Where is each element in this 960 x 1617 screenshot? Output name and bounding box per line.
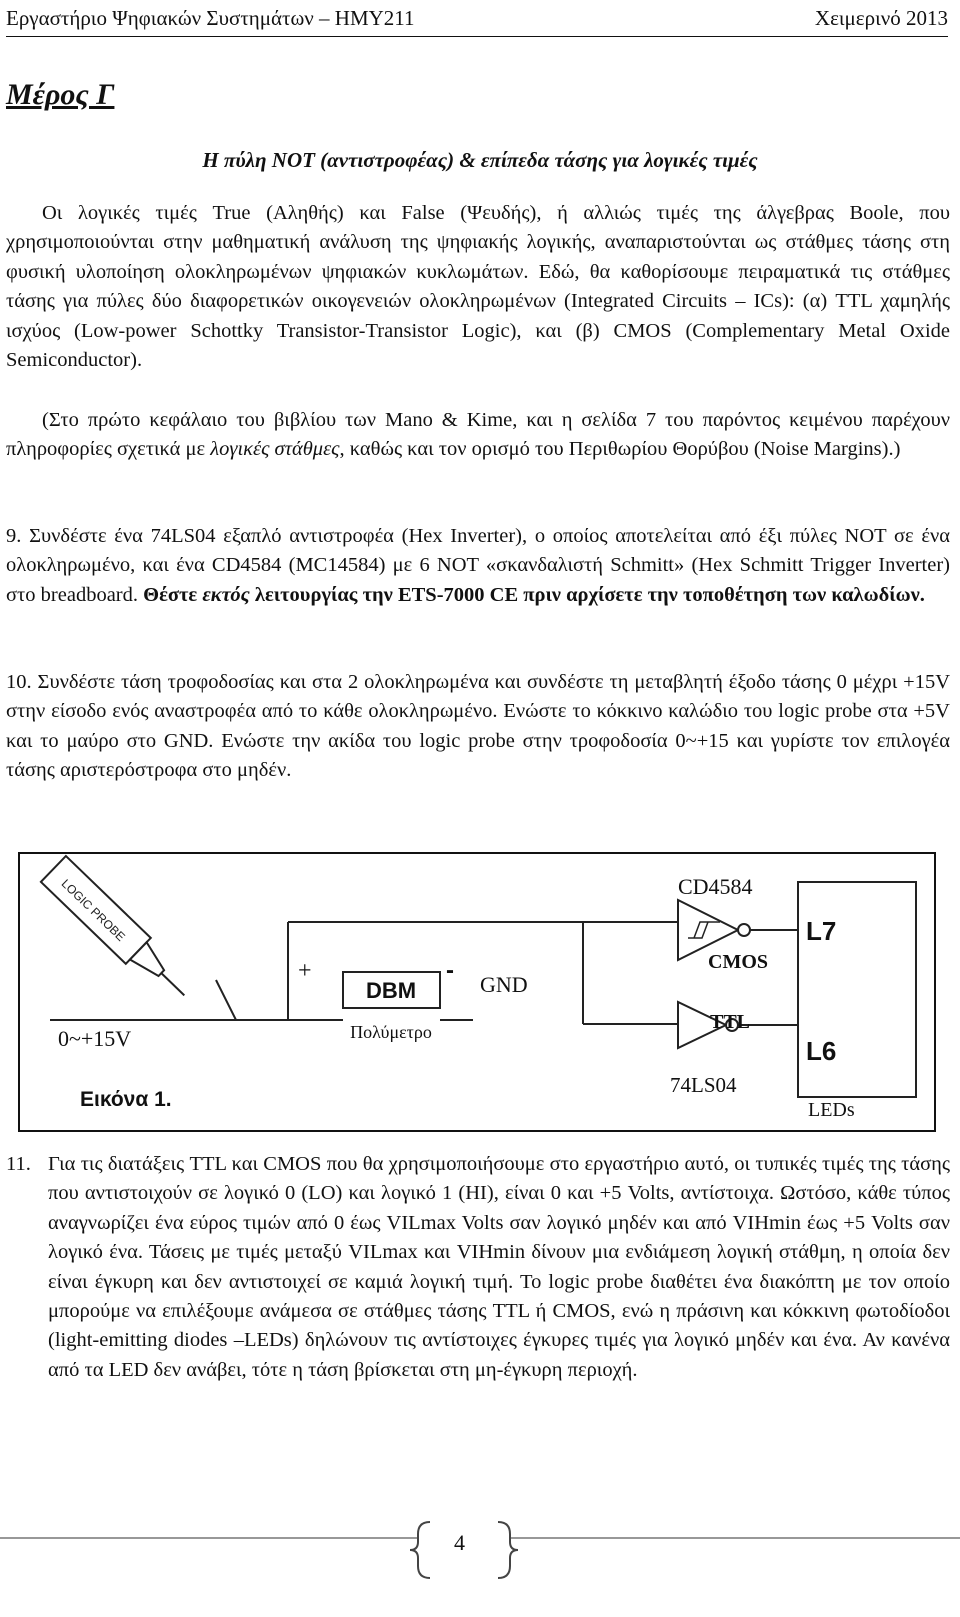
minus-sign: - bbox=[446, 957, 454, 984]
step-9 bbox=[6, 522, 950, 610]
step-9-warning-b: λειτουργίας την ETS-7000 CE πριν αρχίσετε την τοποθέτηση των καλωδίων. bbox=[249, 583, 925, 606]
part-title: Μέρος Γ bbox=[6, 78, 115, 111]
cd4584-label: CD4584 bbox=[678, 874, 753, 899]
dbm-label: DBM bbox=[365, 978, 417, 1003]
figure-caption: Εικόνα 1. bbox=[80, 1088, 172, 1111]
plus-sign: + bbox=[298, 958, 312, 984]
gnd-label: GND bbox=[480, 972, 528, 997]
step-11: Για τις διατάξεις TTL και CMOS που θα χρησιμοποιήσουμε στο εργαστήριο αυτό, οι τυπικές τιμές της τάσης που αντιστοιχούν σε λογικό 0 (LO) και λογικό 1 (HI), είναι 0 και +5 Volts, αντίστοιχα. Ωστόσο, κάθε τύπος αναγνωρίζει ένα εύρος τιμών από 0 έως VILmax Volts σαν λογικό μηδέν και από VIHmin έως +5 Volts σαν λογικό ένα. Τάσεις με τιμές μεταξύ VILmax και VIHmin δίνουν μια ενδιάμεση λογική στάθμη, η οποία δεν είναι έγκυρη και δεν αντιστοιχεί σε καμιά λογική τιμή. Το logic probe διαθέτει ένα διακόπτη με τον οποίο μπορούμε να επιλέξουμε ανάμεσα σε στάθμες τάσης TTL ή CMOS, ενώ η πράσινη και κόκκινη φωτοδίοδοι (light-emitting diodes –LEDs) δηλώνουν τις αντίστοιχες έγκυρες τιμές για λογικό μηδέν και ένα. Αν κανένα από τα LED δεν ανάβει, τότε η τάση βρίσκεται στη μη-έγκυρη περιοχή. bbox=[48, 1153, 950, 1381]
section-subtitle: Η πύλη NOT (αντιστροφέας) & επίπεδα τάσης για λογικές τιμές bbox=[202, 148, 758, 172]
step-9-warning-a: Θέστε bbox=[143, 583, 203, 606]
multimeter-label: Πολύμετρο bbox=[350, 1022, 432, 1042]
figure-1-circuit bbox=[18, 852, 936, 1132]
ls04-label: 74LS04 bbox=[670, 1073, 737, 1097]
page-footer bbox=[0, 1520, 960, 1580]
step-9-warning-emph: εκτός bbox=[202, 583, 250, 606]
reference-text-a: (Στο πρώτο κεφάλαιο του βιβλίου των Mano & Kime, και η σελίδα 7 του παρόντος κειμένου παρέχουν πληροφορίες σχετικά με bbox=[6, 409, 950, 461]
ttl-label: TTL bbox=[710, 1011, 751, 1033]
leds-label: LEDs bbox=[808, 1099, 855, 1121]
step-10: 10. Συνδέστε τάση τροφοδοσίας και στα 2 ολοκληρωμένα και συνδέστε τη μεταβλητή έξοδο τάσης 0 μέχρι +15V στην είσοδο ενός αναστροφέα από το κάθε ολοκληρωμένο. Ενώστε το κόκκινο καλώδιο του logic probe στα +5V και το μαύρο στο GND. Ενώστε την ακίδα του logic probe στην τροφοδοσία 0~+15 και γυρίστε τον επιλογέα τάσης αριστερόστροφα στο μηδέν. bbox=[6, 671, 950, 782]
footer-ornament bbox=[0, 1520, 960, 1580]
reference-italic: λογικές στάθμες bbox=[210, 438, 340, 461]
step-9-text: 9. Συνδέστε ένα 74LS04 εξαπλό αντιστροφέα (Hex Inverter), ο οποίος αποτελείται από έξι πύλες NOT σε ένα ολοκληρωμένο, και ένα CD4584 (MC14584) με 6 NOT «σκανδαλιστή Schmitt» (Hex Schmitt Trigger Inverter) στο breadboard. bbox=[6, 525, 950, 606]
step-11-number: 11. bbox=[6, 1153, 31, 1175]
paragraph-intro: Οι λογικές τιμές True (Αληθής) και False (Ψευδής), ή αλλιώς τιμές της άλγεβρας Boole, που χρησιμοποιούνται στην μαθηματική ανάλυση της ψηφιακής λογικής, αναπαριστούνται ως στάθμες τάσης στη φυσική υλοποίηση ολοκληρωμένων ψηφιακών κυκλωμάτων. Εδώ, θα καθορίσουμε πειραματικά τις στάθμες τάσης για πύλες δύο διαφορετικών οικογενειών ολοκληρωμένων (Integrated Circuits – ICs): (α) TTL χαμηλής ισχύος (Low-power Schottky Transistor-Transistor Logic), και (β) CMOS (Complementary Metal Oxide Semiconductor). bbox=[6, 202, 950, 372]
reference-text-b: , καθώς και τον ορισμό του Περιθωρίου Θορύβου (Noise Margins).) bbox=[339, 438, 901, 461]
page-number: 4 bbox=[454, 1530, 465, 1555]
header-semester: Χειμερινό 2013 bbox=[814, 6, 948, 30]
header-course: Εργαστήριο Ψηφιακών Συστημάτων – ΗΜΥ211 bbox=[6, 6, 415, 30]
cmos-label: CMOS bbox=[708, 951, 768, 973]
supply-label: 0~+15V bbox=[58, 1026, 132, 1051]
led-l7-label: L7 bbox=[806, 916, 837, 946]
paragraph-reference bbox=[6, 406, 950, 465]
page-header bbox=[0, 0, 960, 42]
header-rule bbox=[6, 36, 948, 37]
probe-label: LOGIC PROBE bbox=[58, 876, 128, 944]
led-l6-label: L6 bbox=[806, 1036, 837, 1066]
